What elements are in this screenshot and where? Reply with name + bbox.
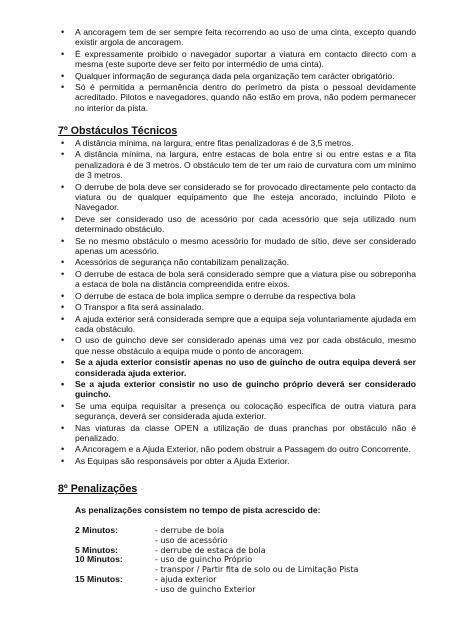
list-item: • O uso de guincho deve ser considerado apenas uma vez por cada obstáculo, mesmo que nesse obstáculo a equipa mude o ponto de ancoragem.	[58, 335, 416, 356]
list-item: • Qualquer informação de segurança dada pela organização tem carácter obrigatório.	[58, 71, 416, 81]
penalties-intro: As penalizações consistem no tempo de pista acrescido de:	[75, 505, 321, 515]
table-row	[75, 575, 358, 585]
penalty-minutes: 5 Minutos:	[75, 544, 118, 555]
penalty-minutes: 2 Minutos:	[75, 525, 118, 535]
table-row	[75, 555, 358, 565]
penalty-description: - ajuda exterior	[155, 574, 217, 584]
list-item: • O derrube de estaca de bola será considerado sempre que a viatura pise ou sobreponha a estaca de bola na distância compreendida entre eixos.	[58, 269, 416, 290]
list-item: • Deve ser considerado uso de acessório por cada acessório que seja utilizado num determinado obstáculo.	[58, 214, 416, 235]
table-row	[75, 585, 358, 595]
list-item: • A Ancoragem e a Ajuda Exterior, não podem obstruir a Passagem do outro Concorrente.	[58, 444, 416, 454]
penalty-description: - transpor / Partir fita de solo ou de Limitação Pista	[155, 565, 359, 575]
penalty-description: - derrube de bola	[155, 526, 225, 535]
section-8-heading: 8º Penalizações	[58, 483, 138, 495]
top-bullet-list	[58, 27, 416, 114]
penalty-minutes: 10 Minutos:	[75, 554, 123, 565]
list-item: • Acessórios de segurança não contabilizam penalização.	[58, 257, 416, 267]
list-item: • Se uma equipa requisitar a presença ou colocação específica de outra viatura para segurança, deverá ser considerada ajuda exterior.	[58, 401, 416, 422]
list-item: • As Equipas são responsáveis por obter a Ajuda Exterior.	[58, 456, 416, 466]
list-item: • Só é permitida a permanência dentro do perímetro da pista o pessoal devidamente acreditado. Pilotos e navegadores, quando não estão em prova, não podem permanecer no interior da pista.	[58, 82, 416, 113]
list-item: • O Transpor a fita será assinalado.	[58, 302, 416, 312]
penalty-description: - uso de guincho Exterior	[155, 584, 256, 594]
list-item: • Se no mesmo obstáculo o mesmo acessório for mudado de sítio, deve ser considerado apenas um acessório.	[58, 236, 416, 257]
penalty-minutes	[75, 585, 155, 595]
penalty-description: - uso de guincho Próprio	[155, 555, 253, 565]
list-item: • O derrube de estaca de bola implica sempre o derrube da respectiva bola	[58, 291, 416, 301]
list-item: • Se a ajuda exterior consistir no uso de guincho próprio deverá ser considerado guincho.	[58, 379, 416, 400]
list-item: • Nas viaturas da classe OPEN a utilização de duas pranchas por obstáculo não é penalizado.	[58, 423, 416, 444]
list-item: • É expressamente proibido o navegador suportar a viatura em contacto directo com a mesma (este suporte deve ser feito por intermédio de uma cinta).	[58, 49, 416, 70]
list-item: • Se a ajuda exterior consistir apenas no uso de guincho de outra equipa deverá ser considerada ajuda exterior.	[58, 357, 416, 378]
list-item: • A distância mínima, na largura, entre estacas de bola entre si ou entre estas e a fita penalizadora é de 3 metros. O obstáculo tem de ter um raio de curvatura com um mínimo de 3 metros.	[58, 149, 416, 180]
penalty-description: - uso de acessório	[155, 535, 228, 545]
section-7-heading: 7º Obstáculos Técnicos	[58, 125, 178, 137]
table-row	[75, 526, 358, 536]
list-item: • A ajuda exterior será considerada sempre que a equipa seja voluntariamente ajudada em cada obstáculo.	[58, 314, 416, 335]
list-item: • A ancoragem tem de ser sempre feita recorrendo ao uso de uma cinta, excepto quando existir argola de ancoragem.	[58, 27, 416, 48]
penalties-table	[75, 526, 358, 595]
list-item: • O derrube de bola deve ser considerado se for provocado directamente pelo contacto da viatura ou de qualquer equipamento que lhe esteja ancorado, incluindo Piloto e Navegador.	[58, 182, 416, 213]
section-7-bullet-list	[58, 138, 416, 467]
penalty-description: - derrube de estaca de bola	[155, 545, 266, 555]
penalty-minutes: 15 Minutos:	[75, 573, 123, 584]
list-item: • A distância mínima, na largura, entre fitas penalizadoras é de 3,5 metros.	[58, 138, 416, 148]
